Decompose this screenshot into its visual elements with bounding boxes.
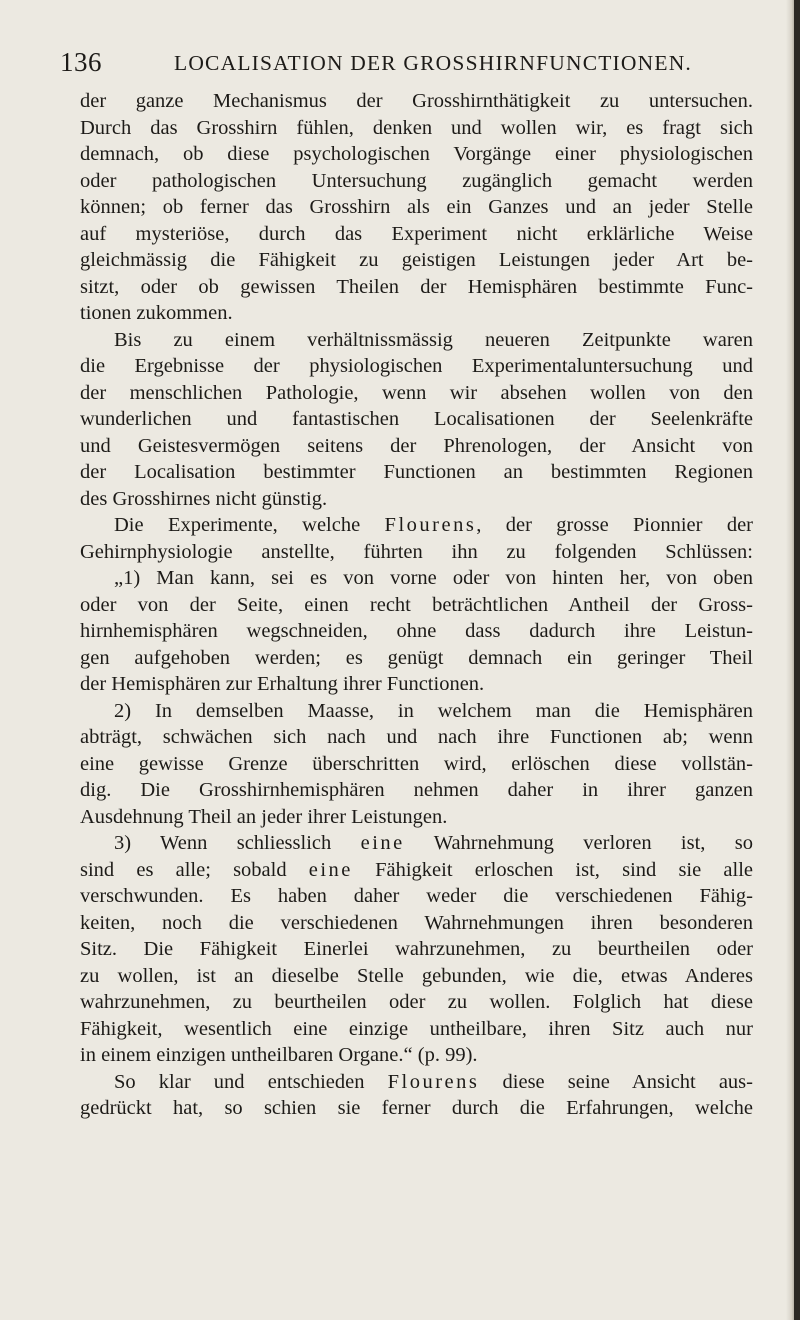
text-line: dig. Die Grosshirnhemisphären nehmen daher in ihrer ganzen: [80, 779, 753, 801]
text-line: eine gewisse Grenze überschritten wird, erlöschen diese vollstän-: [80, 752, 753, 775]
text-line: der menschlichen Pathologie, wenn wir absehen wollen von den: [80, 381, 753, 404]
text-line: der ganze Mechanismus der Grosshirnthätigkeit zu untersuchen.: [80, 90, 753, 112]
text-line: gedrückt hat, so schien sie ferner durch die Erfahrungen, welche: [80, 1097, 753, 1119]
text-line: abträgt, schwächen sich nach und nach ihre Functionen ab; wenn: [80, 726, 753, 748]
text-line: [80, 512, 753, 539]
text-line: verschwunden. Es haben daher weder die verschiedenen Fähig-: [80, 885, 753, 907]
text-run: Wahrnehmung verloren ist, so: [404, 832, 753, 854]
text-run: Fähigkeit erloschen ist, sind sie alle: [352, 858, 753, 881]
spaced-name: Flourens: [384, 514, 477, 536]
text-line: sitzt, oder ob gewissen Theilen der Hemisphären bestimmte Func-: [80, 275, 753, 298]
text-line: oder von der Seite, einen recht beträchtlichen Antheil der Gross-: [80, 593, 753, 616]
text-line: Bis zu einem verhältnissmässig neueren Zeitpunkte waren: [114, 328, 753, 351]
text-line: Durch das Grosshirn fühlen, denken und wollen wir, es fragt sich: [80, 116, 753, 139]
text-line: des Grosshirnes nicht günstig.: [80, 487, 328, 510]
text-line: der Localisation bestimmter Functionen an bestimmten Regionen: [80, 461, 753, 483]
text-line: tionen zukommen.: [80, 302, 233, 324]
text-line: Fähigkeit, wesentlich eine einzige untheilbare, ihren Sitz auch nur: [80, 1017, 753, 1040]
page-header: [60, 47, 760, 87]
body-text: [80, 88, 753, 1122]
text-line: keiten, noch die verschiedenen Wahrnehmungen ihren besonderen: [80, 911, 753, 934]
text-line: demnach, ob diese psychologischen Vorgänge einer physiologischen: [80, 143, 753, 165]
text-line: [80, 830, 753, 857]
text-line: oder pathologischen Untersuchung zugänglich gemacht werden: [80, 169, 753, 192]
page-number: 136: [60, 47, 102, 77]
text-run: Die Experimente, welche: [114, 514, 385, 536]
text-line: gen aufgehoben werden; es genügt demnach ein geringer Theil: [80, 646, 753, 669]
text-line: hirnhemisphären wegschneiden, ohne dass dadurch ihre Leistun-: [80, 620, 753, 642]
text-run: 3) Wenn schliesslich: [114, 832, 361, 854]
spaced-word: eine: [360, 832, 405, 854]
text-line: gleichmässig die Fähigkeit zu geistigen Leistungen jeder Art be-: [80, 249, 753, 271]
text-line: 2) In demselben Maasse, in welchem man die Hemisphären: [114, 699, 753, 722]
text-run: , der grosse Pionnier der: [476, 514, 753, 536]
text-line: der Hemisphären zur Erhaltung ihrer Functionen.: [80, 673, 485, 695]
text-run: sind es alle; sobald: [80, 858, 309, 881]
text-line: Gehirnphysiologie anstellte, führten ihn zu folgenden Schlüssen:: [80, 540, 753, 563]
text-line: zu wollen, ist an dieselbe Stelle gebunden, wie die, etwas Anderes: [80, 964, 753, 987]
book-spine-edge: [794, 0, 800, 1320]
text-line: „1) Man kann, sei es von vorne oder von hinten her, von oben: [114, 567, 753, 589]
text-line: auf mysteriöse, durch das Experiment nicht erklärliche Weise: [80, 222, 753, 245]
text-line: [80, 1069, 753, 1096]
text-line: Sitz. Die Fähigkeit Einerlei wahrzunehmen, zu beurtheilen oder: [80, 938, 753, 960]
text-line: in einem einzigen untheilbaren Organe.“ (p. 99).: [80, 1044, 478, 1066]
text-run: So klar und entschieden: [114, 1070, 388, 1093]
spaced-name: Flourens: [387, 1070, 480, 1093]
running-head: LOCALISATION DER GROSSHIRNFUNCTIONEN.: [174, 51, 693, 75]
text-line: Ausdehnung Theil an jeder ihrer Leistungen.: [80, 805, 448, 828]
text-line: wunderlichen und fantastischen Localisationen der Seelenkräfte: [80, 408, 753, 430]
text-line: und Geistesvermögen seitens der Phrenologen, der Ansicht von: [80, 434, 753, 457]
text-line: die Ergebnisse der physiologischen Experimentaluntersuchung und: [80, 355, 753, 377]
text-line: [80, 857, 753, 884]
text-line: können; ob ferner das Grosshirn als ein Ganzes und an jeder Stelle: [80, 196, 753, 218]
text-run: diese seine Ansicht aus-: [479, 1070, 753, 1093]
spaced-word: eine: [308, 858, 353, 881]
text-line: wahrzunehmen, zu beurtheilen oder zu wollen. Folglich hat diese: [80, 991, 753, 1013]
